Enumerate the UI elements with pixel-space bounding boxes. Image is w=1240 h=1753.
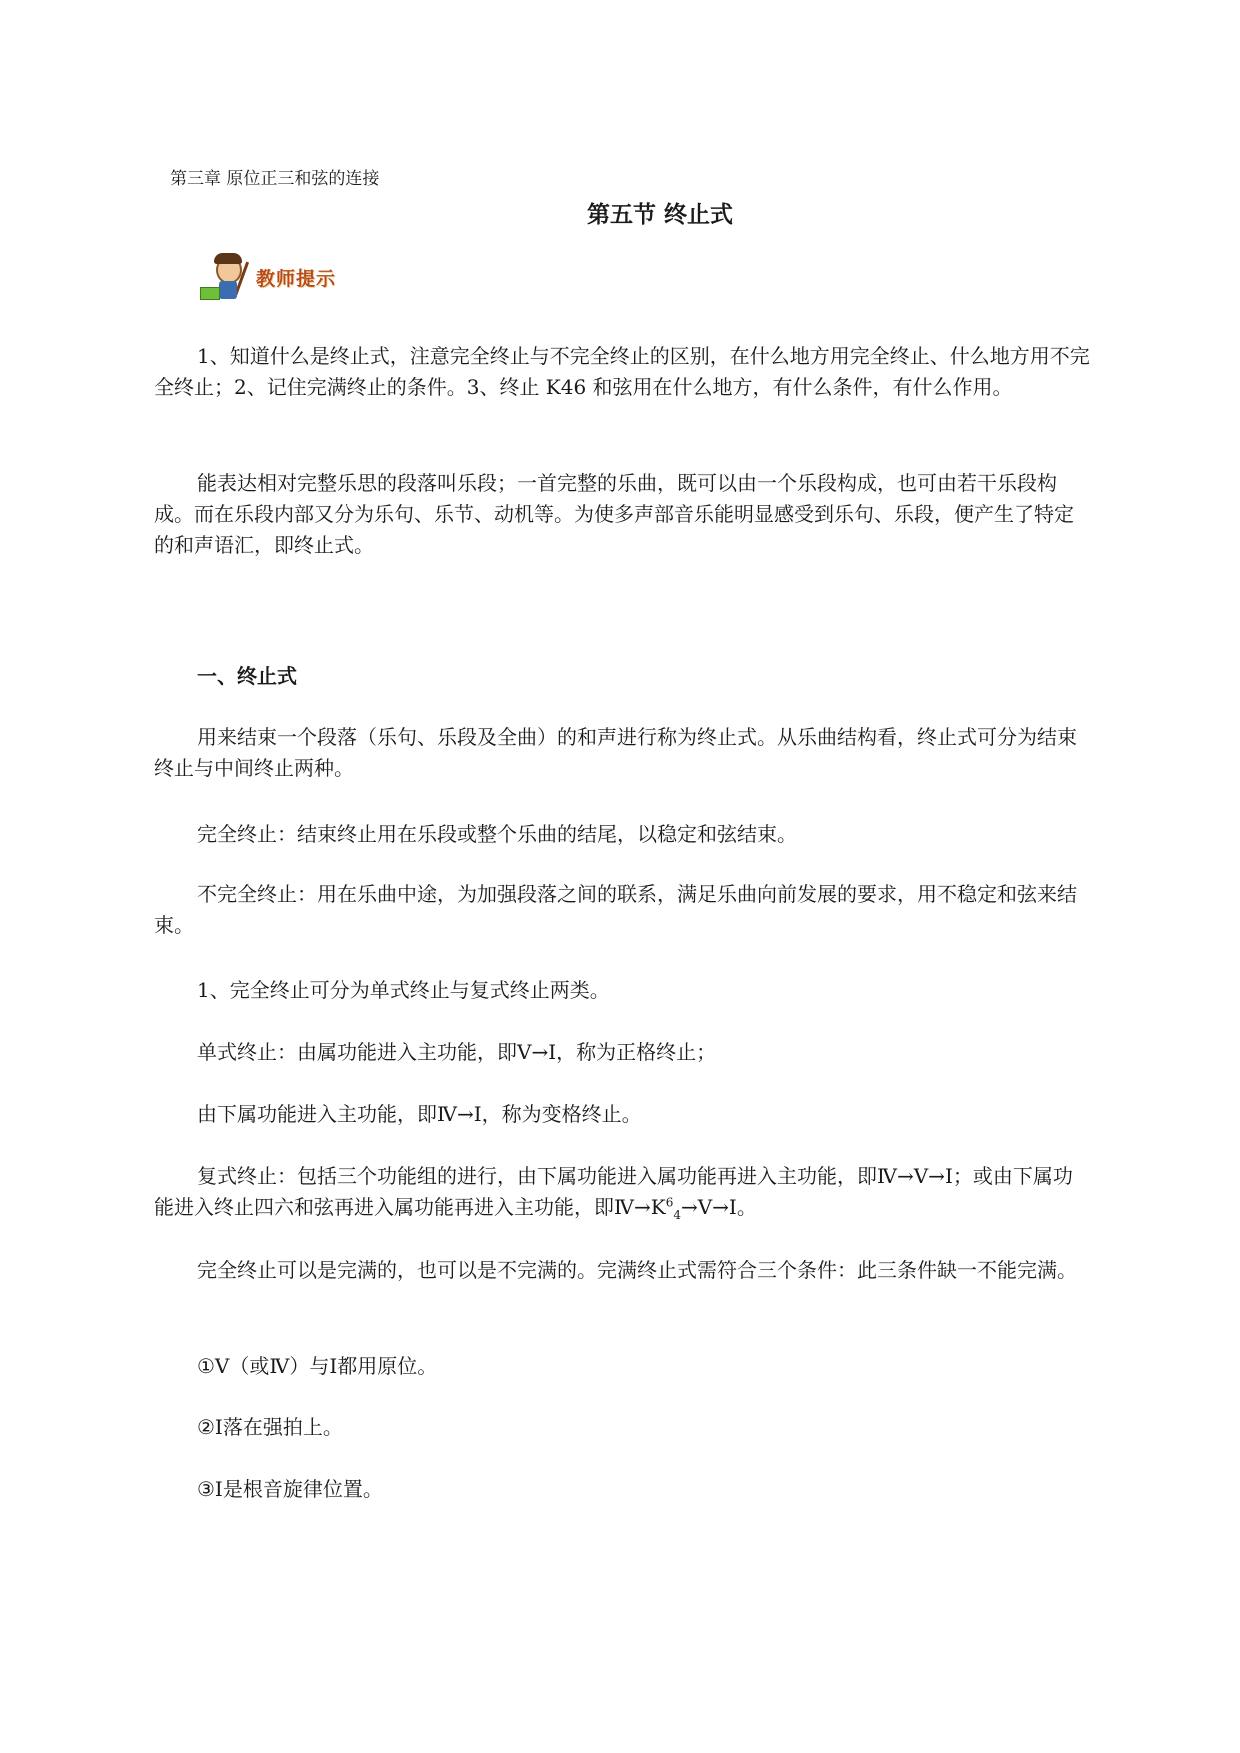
compound-cadence-end: →Ⅴ→Ⅰ。 (680, 1195, 757, 1219)
simple-cadence-paragraph: 单式终止：由属功能进入主功能，即Ⅴ→Ⅰ，称为正格终止； (197, 1040, 717, 1064)
condition-1: ①Ⅴ（或Ⅳ）与Ⅰ都用原位。 (197, 1354, 438, 1378)
tips-paragraph: 1、知道什么是终止式，注意完全终止与不完全终止的区别，在什么地方用完全终止、什么地方用不完全终止；2、记住完满终止的条件。3、终止 K46 和弦用在什么地方，有什么条件，有什么作用。 (154, 344, 1090, 399)
section-heading: 一、终止式 (197, 664, 297, 688)
k-superscript: 6 (665, 1195, 674, 1210)
teacher-icon (200, 253, 252, 301)
k-subscript: 4 (673, 1208, 681, 1222)
perfect-cadence-paragraph: 完全终止可以是完满的，也可以是不完满的。完满终止式需符合三个条件：此三条件缺一不能完满。 (197, 1258, 1077, 1282)
teacher-tip-badge (200, 252, 360, 302)
cadence-types-paragraph: 1、完全终止可分为单式终止与复式终止两类。 (197, 978, 610, 1002)
compound-cadence-paragraph (154, 1161, 1090, 1223)
complete-cadence-paragraph: 完全终止：结束终止用在乐段或整个乐曲的结尾，以稳定和弦结束。 (197, 822, 797, 846)
condition-3: ③Ⅰ是根音旋律位置。 (197, 1477, 383, 1501)
chapter-header: 第三章 原位正三和弦的连接 (170, 169, 380, 189)
intro-paragraph: 能表达相对完整乐思的段落叫乐段；一首完整的乐曲，既可以由一个乐段构成，也可由若干乐段构成。而在乐段内部又分为乐句、乐节、动机等。为使多声部音乐能明显感受到乐句、乐段，便产生了特定的和声语汇，即终止式。 (154, 471, 1074, 557)
plagal-cadence-paragraph: 由下属功能进入主功能，即Ⅳ→Ⅰ，称为变格终止。 (197, 1102, 642, 1126)
compound-cadence-text: 复式终止：包括三个功能组的进行，由下属功能进入属功能再进入主功能，即Ⅳ→Ⅴ→Ⅰ；或由下属功能进入终止四六和弦再进入属功能再进入主功能，即Ⅳ→K (154, 1164, 1073, 1219)
section-title: 第五节 终止式 (586, 202, 733, 228)
incomplete-cadence-paragraph: 不完全终止：用在乐曲中途，为加强段落之间的联系，满足乐曲向前发展的要求，用不稳定和弦来结束。 (154, 882, 1077, 937)
teacher-tip-label: 教师提示 (256, 267, 337, 290)
condition-2: ②Ⅰ落在强拍上。 (197, 1415, 343, 1439)
definition-paragraph: 用来结束一个段落（乐句、乐段及全曲）的和声进行称为终止式。从乐曲结构看，终止式可分为结束终止与中间终止两种。 (154, 725, 1077, 780)
